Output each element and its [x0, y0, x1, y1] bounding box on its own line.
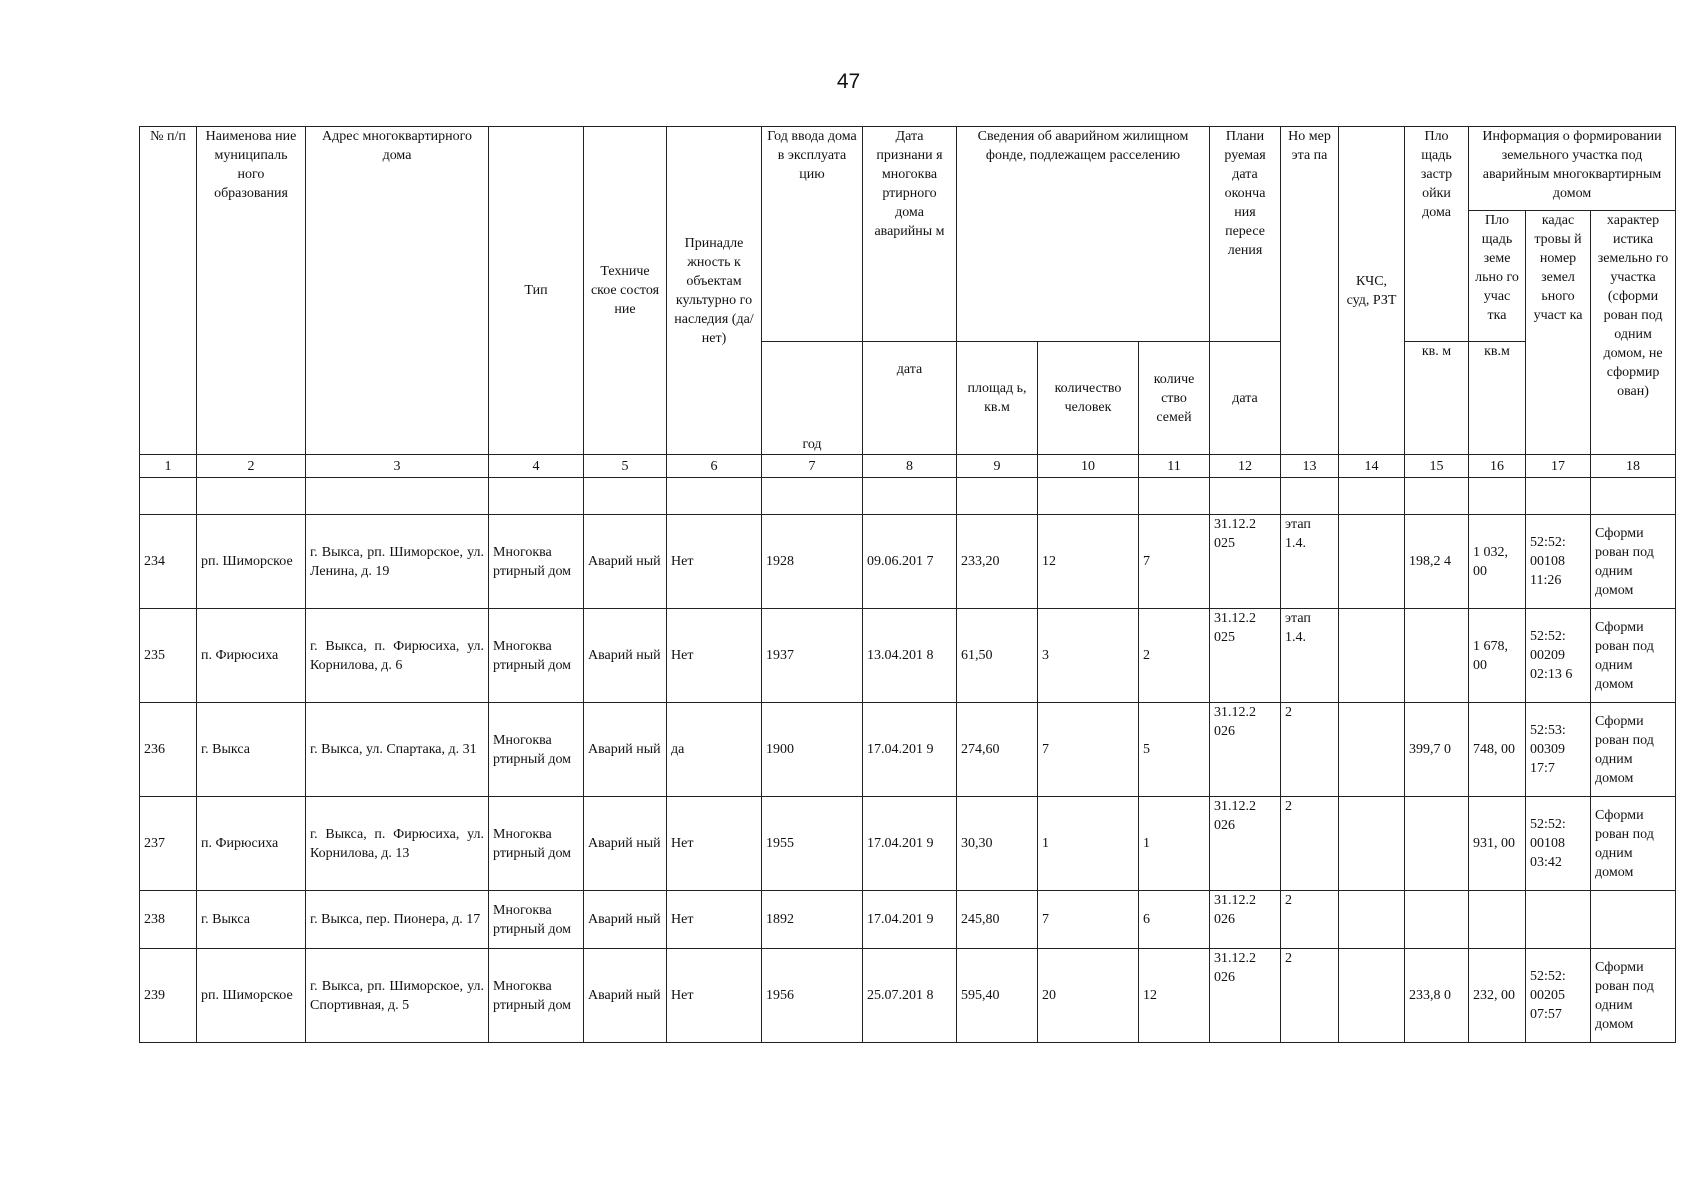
header-col-building-area: Пло щадь застр ойки дома	[1405, 127, 1469, 342]
cell-planned-date: 31.12.2 025	[1210, 515, 1281, 609]
cell-condition: Аварий ный	[584, 515, 667, 609]
table-row	[140, 609, 1676, 703]
table-row	[140, 797, 1676, 891]
cell-land-area: 1 678, 00	[1469, 609, 1526, 703]
column-number: 12	[1210, 455, 1281, 478]
header-sub-land-area: кв.м	[1469, 342, 1526, 455]
column-number: 4	[489, 455, 584, 478]
cell-address: г. Выкса, рп. Шиморское, ул. Ленина, д. 19	[306, 515, 489, 609]
column-number: 1	[140, 455, 197, 478]
header-group-land-info: Информация о формировании земельного участка под аварийным многоквартирным домом	[1469, 127, 1676, 211]
cell-municipality: рп. Шиморское	[197, 949, 306, 1043]
cell-people: 3	[1038, 609, 1139, 703]
header-col-kchs: КЧС, суд, РЗТ	[1339, 127, 1405, 455]
column-number: 3	[306, 455, 489, 478]
cell-year: 1900	[762, 703, 863, 797]
cell-municipality: п. Фирюсиха	[197, 609, 306, 703]
cell-land-characteristic: Сформи рован под одним домом	[1591, 949, 1676, 1043]
cell-land-area: 748, 00	[1469, 703, 1526, 797]
cell-area: 245,80	[957, 891, 1038, 949]
header-col-heritage: Принадле жность к объектам культурно го наследия (да/нет)	[667, 127, 762, 455]
cell-planned-date: 31.12.2 025	[1210, 609, 1281, 703]
cell-cadastre: 52:52: 00108 03:42	[1526, 797, 1591, 891]
cell-recognition-date: 25.07.201 8	[863, 949, 957, 1043]
cell-heritage: Нет	[667, 891, 762, 949]
table-row	[140, 949, 1676, 1043]
cell-kchs	[1339, 515, 1405, 609]
cell-type: Многоква ртирный дом	[489, 949, 584, 1043]
column-number: 15	[1405, 455, 1469, 478]
header-sub-year: год	[762, 342, 863, 455]
cell-recognition-date: 13.04.201 8	[863, 609, 957, 703]
cell-people: 1	[1038, 797, 1139, 891]
cell-recognition-date: 17.04.201 9	[863, 797, 957, 891]
cell-area: 30,30	[957, 797, 1038, 891]
cell-year: 1892	[762, 891, 863, 949]
cell-number: 237	[140, 797, 197, 891]
header-sub-building-area: кв. м	[1405, 342, 1469, 455]
cell-building-area: 233,8 0	[1405, 949, 1469, 1043]
cell-type: Многоква ртирный дом	[489, 891, 584, 949]
header-col-num: № п/п	[140, 127, 197, 455]
cell-kchs	[1339, 703, 1405, 797]
cell-people: 7	[1038, 891, 1139, 949]
column-number: 9	[957, 455, 1038, 478]
cell-families: 5	[1139, 703, 1210, 797]
cell-people: 12	[1038, 515, 1139, 609]
table-body	[140, 515, 1676, 1043]
header-sub-planned-date: дата	[1210, 342, 1281, 455]
cell-address: г. Выкса, пер. Пионера, д. 17	[306, 891, 489, 949]
cell-municipality: рп. Шиморское	[197, 515, 306, 609]
cell-land-characteristic: Сформи рован под одним домом	[1591, 703, 1676, 797]
cell-families: 1	[1139, 797, 1210, 891]
header-col-cadastre: кадас тровы й номер земел ьного участ ка	[1526, 211, 1591, 455]
cell-number: 239	[140, 949, 197, 1043]
cell-condition: Аварий ный	[584, 609, 667, 703]
cell-type: Многоква ртирный дом	[489, 609, 584, 703]
cell-land-area: 931, 00	[1469, 797, 1526, 891]
table-row	[140, 891, 1676, 949]
cell-condition: Аварий ный	[584, 703, 667, 797]
cell-number: 238	[140, 891, 197, 949]
cell-type: Многоква ртирный дом	[489, 515, 584, 609]
column-number: 6	[667, 455, 762, 478]
header-col-land-area: Пло щадь земе льно го учас тка	[1469, 211, 1526, 342]
cell-families: 2	[1139, 609, 1210, 703]
page-number: 47	[836, 70, 861, 93]
column-number: 13	[1281, 455, 1339, 478]
cell-type: Многоква ртирный дом	[489, 797, 584, 891]
spacer-row	[140, 478, 1676, 515]
cell-stage: этап 1.4.	[1281, 515, 1339, 609]
column-number: 17	[1526, 455, 1591, 478]
cell-planned-date: 31.12.2 026	[1210, 797, 1281, 891]
header-col-address: Адрес многоквартирного дома	[306, 127, 489, 455]
cell-number: 234	[140, 515, 197, 609]
column-number: 2	[197, 455, 306, 478]
cell-area: 595,40	[957, 949, 1038, 1043]
column-number: 14	[1339, 455, 1405, 478]
cell-families: 12	[1139, 949, 1210, 1043]
header-group-emergency-fund: Сведения об аварийном жилищном фонде, подлежащем расселению	[957, 127, 1210, 342]
cell-cadastre	[1526, 891, 1591, 949]
header-col-people: количество человек	[1038, 342, 1139, 455]
cell-area: 61,50	[957, 609, 1038, 703]
cell-stage: 2	[1281, 703, 1339, 797]
cell-land-characteristic: Сформи рован под одним домом	[1591, 609, 1676, 703]
column-numbers-row	[140, 455, 1676, 478]
cell-people: 7	[1038, 703, 1139, 797]
header-col-condition: Техниче ское состоя ние	[584, 127, 667, 455]
cell-stage: 2	[1281, 797, 1339, 891]
cell-heritage: Нет	[667, 949, 762, 1043]
cell-planned-date: 31.12.2 026	[1210, 949, 1281, 1043]
cell-heritage: Нет	[667, 797, 762, 891]
cell-land-area	[1469, 891, 1526, 949]
column-number: 11	[1139, 455, 1210, 478]
cell-year: 1955	[762, 797, 863, 891]
cell-stage: этап 1.4.	[1281, 609, 1339, 703]
cell-number: 236	[140, 703, 197, 797]
cell-year: 1928	[762, 515, 863, 609]
cell-planned-date: 31.12.2 026	[1210, 703, 1281, 797]
cell-address: г. Выкса, рп. Шиморское, ул. Спортивная, д. 5	[306, 949, 489, 1043]
cell-planned-date: 31.12.2 026	[1210, 891, 1281, 949]
cell-building-area: 399,7 0	[1405, 703, 1469, 797]
cell-heritage: Нет	[667, 609, 762, 703]
cell-building-area	[1405, 609, 1469, 703]
cell-kchs	[1339, 949, 1405, 1043]
cell-recognition-date: 09.06.201 7	[863, 515, 957, 609]
column-number: 16	[1469, 455, 1526, 478]
cell-address: г. Выкса, п. Фирюсиха, ул. Корнилова, д. 13	[306, 797, 489, 891]
table-row	[140, 703, 1676, 797]
cell-families: 7	[1139, 515, 1210, 609]
header-col-year: Год ввода дома в эксплуата цию	[762, 127, 863, 342]
cell-land-characteristic	[1591, 891, 1676, 949]
cell-recognition-date: 17.04.201 9	[863, 891, 957, 949]
table-header	[140, 127, 1676, 515]
column-number: 5	[584, 455, 667, 478]
header-col-recognition-date: Дата признани я многоква ртирного дома аварийны м	[863, 127, 957, 342]
cell-cadastre: 52:52: 00205 07:57	[1526, 949, 1591, 1043]
cell-families: 6	[1139, 891, 1210, 949]
cell-municipality: г. Выкса	[197, 703, 306, 797]
column-number: 10	[1038, 455, 1139, 478]
cell-cadastre: 52:52: 00209 02:13 6	[1526, 609, 1591, 703]
cell-land-characteristic: Сформи рован под одним домом	[1591, 515, 1676, 609]
cell-land-area: 232, 00	[1469, 949, 1526, 1043]
cell-municipality: г. Выкса	[197, 891, 306, 949]
header-sub-date: дата	[863, 342, 957, 455]
cell-year: 1937	[762, 609, 863, 703]
column-number: 8	[863, 455, 957, 478]
cell-building-area	[1405, 797, 1469, 891]
header-col-planned-date: Плани руемая дата оконча ния пересе ления	[1210, 127, 1281, 342]
cell-address: г. Выкса, ул. Спартака, д. 31	[306, 703, 489, 797]
cell-number: 235	[140, 609, 197, 703]
cell-cadastre: 52:53: 00309 17:7	[1526, 703, 1591, 797]
header-col-families: количе ство семей	[1139, 342, 1210, 455]
cell-building-area	[1405, 891, 1469, 949]
cell-building-area: 198,2 4	[1405, 515, 1469, 609]
cell-kchs	[1339, 609, 1405, 703]
cell-kchs	[1339, 891, 1405, 949]
cell-cadastre: 52:52: 00108 11:26	[1526, 515, 1591, 609]
cell-land-characteristic: Сформи рован под одним домом	[1591, 797, 1676, 891]
header-col-type: Тип	[489, 127, 584, 455]
cell-land-area: 1 032, 00	[1469, 515, 1526, 609]
cell-municipality: п. Фирюсиха	[197, 797, 306, 891]
cell-area: 274,60	[957, 703, 1038, 797]
cell-kchs	[1339, 797, 1405, 891]
cell-year: 1956	[762, 949, 863, 1043]
header-col-land-characteristic: характер истика земельно го участка (сформи рован под одним домом, не сформир ован)	[1591, 211, 1676, 455]
cell-condition: Аварий ный	[584, 949, 667, 1043]
table-row	[140, 515, 1676, 609]
cell-condition: Аварий ный	[584, 797, 667, 891]
cell-stage: 2	[1281, 891, 1339, 949]
emergency-housing-table	[139, 126, 1676, 1043]
column-number: 7	[762, 455, 863, 478]
header-col-stage: Но мер эта па	[1281, 127, 1339, 455]
cell-type: Многоква ртирный дом	[489, 703, 584, 797]
cell-heritage: Нет	[667, 515, 762, 609]
cell-recognition-date: 17.04.201 9	[863, 703, 957, 797]
cell-condition: Аварий ный	[584, 891, 667, 949]
column-number: 18	[1591, 455, 1676, 478]
header-col-area: площад ь, кв.м	[957, 342, 1038, 455]
cell-heritage: да	[667, 703, 762, 797]
cell-stage: 2	[1281, 949, 1339, 1043]
cell-people: 20	[1038, 949, 1139, 1043]
header-col-municipality: Наименова ние муниципаль ного образования	[197, 127, 306, 455]
cell-address: г. Выкса, п. Фирюсиха, ул. Корнилова, д. 6	[306, 609, 489, 703]
cell-area: 233,20	[957, 515, 1038, 609]
